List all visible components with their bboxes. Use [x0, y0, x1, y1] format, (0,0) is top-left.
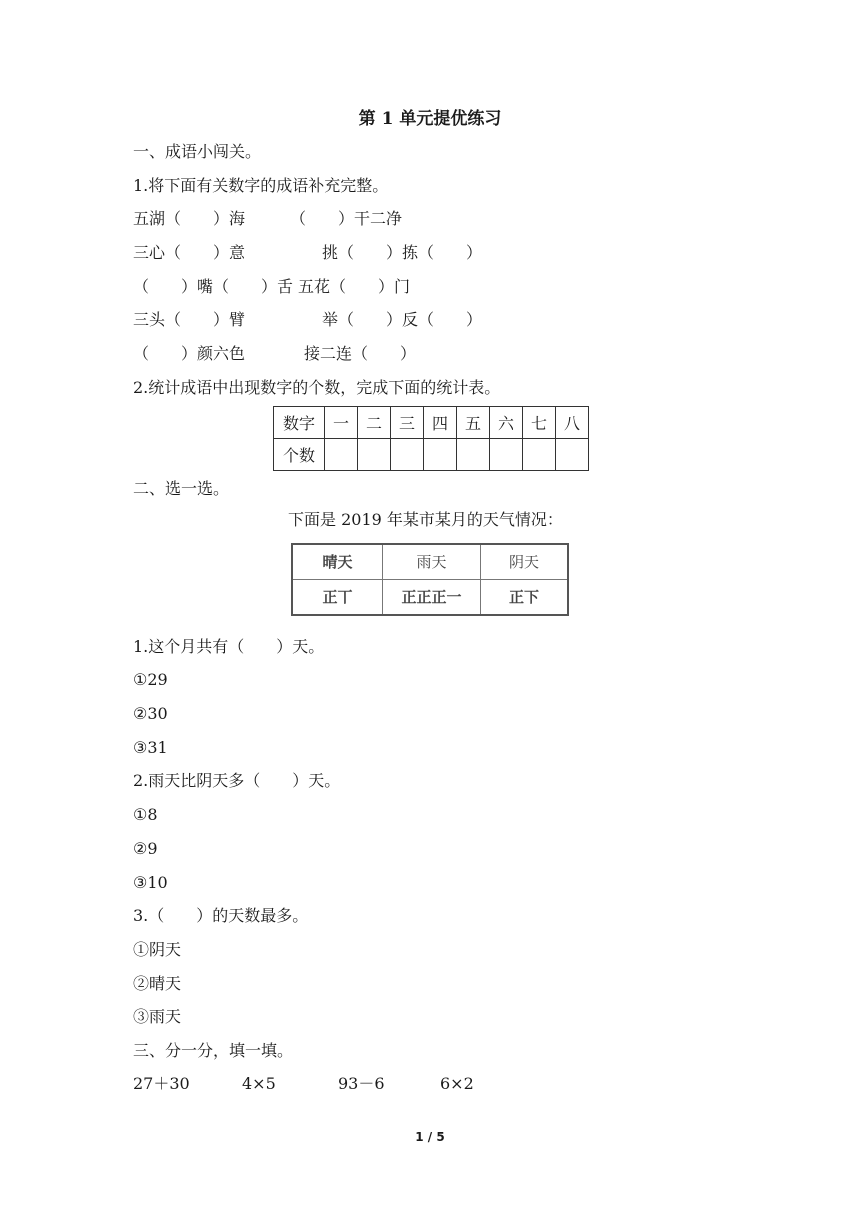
idiom-row-4-b: 举（ ）反（ ） — [322, 310, 483, 329]
idiom-row-3-b: 五花（ ）门 — [298, 277, 411, 296]
weather-header-cloudy: 阴天 — [481, 545, 567, 580]
question-2-2: 2.雨天比阴天多（ ）天。 — [133, 771, 341, 790]
question-2-1: 1.这个月共有（ ）天。 — [133, 637, 325, 656]
idiom-row-5-a: （ ）颜六色 — [133, 344, 246, 363]
idiom-row-4-a: 三头（ ）臂 — [133, 310, 246, 329]
count-blank-cell[interactable] — [358, 439, 391, 471]
section2-heading: 二、选一选。 — [133, 479, 230, 498]
page-number: 1 / 5 — [415, 1130, 445, 1144]
page-title: 第 1 单元提优练习 — [358, 109, 502, 129]
numeral-cell: 五 — [457, 407, 490, 439]
count-blank-cell[interactable] — [424, 439, 457, 471]
weather-header-sunny: 晴天 — [293, 545, 383, 580]
numeral-cell: 八 — [556, 407, 589, 439]
idiom-row-1-a: 五湖（ ）海 — [133, 209, 246, 228]
expression-3: 93－6 — [338, 1074, 385, 1093]
option-2-1-b[interactable]: ②30 — [133, 704, 168, 723]
expression-4: 6×2 — [440, 1074, 474, 1093]
option-2-1-c[interactable]: ③31 — [133, 738, 168, 757]
option-2-3-a[interactable]: ①阴天 — [133, 940, 182, 959]
weather-header-rainy: 雨天 — [383, 545, 481, 580]
option-2-2-a[interactable]: ①8 — [133, 805, 158, 824]
numeral-cell: 七 — [523, 407, 556, 439]
option-2-3-c[interactable]: ③雨天 — [133, 1007, 182, 1026]
weather-tally-rainy: 正正正一 — [383, 580, 481, 615]
idiom-row-5-b: 接二连（ ） — [304, 344, 417, 363]
question-1-2: 2.统计成语中出现数字的个数，完成下面的统计表。 — [133, 378, 501, 397]
weather-tally-table — [291, 543, 569, 616]
option-2-2-c[interactable]: ③10 — [133, 873, 168, 892]
count-blank-cell[interactable] — [523, 439, 556, 471]
weather-intro: 下面是 2019 年某市某月的天气情况： — [288, 510, 563, 529]
section1-heading: 一、成语小闯关。 — [133, 142, 262, 161]
table-row-label: 个数 — [274, 439, 325, 471]
numeral-cell: 四 — [424, 407, 457, 439]
idiom-row-3-a: （ ）嘴（ ）舌 — [133, 277, 294, 296]
count-blank-cell[interactable] — [391, 439, 424, 471]
weather-tally-cloudy: 正下 — [508, 588, 539, 607]
question-1-1: 1.将下面有关数字的成语补充完整。 — [133, 176, 389, 195]
count-blank-cell[interactable] — [457, 439, 490, 471]
expression-2: 4×5 — [242, 1074, 276, 1093]
count-blank-cell[interactable] — [325, 439, 358, 471]
weather-tally-sunny: 正丅 — [293, 580, 383, 615]
count-blank-cell[interactable] — [556, 439, 589, 471]
expression-1: 27＋30 — [133, 1074, 190, 1093]
table-row — [274, 407, 589, 439]
idiom-row-2-b: 挑（ ）拣（ ） — [322, 243, 483, 262]
count-blank-cell[interactable] — [490, 439, 523, 471]
option-2-1-a[interactable]: ①29 — [133, 670, 168, 689]
table-row — [274, 439, 589, 471]
numeral-cell: 二 — [358, 407, 391, 439]
option-2-3-b[interactable]: ②晴天 — [133, 974, 182, 993]
numeral-cell: 三 — [391, 407, 424, 439]
question-2-3: 3.（ ）的天数最多。 — [133, 906, 309, 925]
idiom-row-2-a: 三心（ ）意 — [133, 243, 246, 262]
numeral-cell: 一 — [325, 407, 358, 439]
section3-heading: 三、分一分，填一填。 — [133, 1041, 294, 1060]
table-header-label: 数字 — [274, 407, 325, 439]
numeral-count-table — [273, 406, 589, 471]
idiom-row-1-b: （ ）干二净 — [290, 209, 403, 228]
option-2-2-b[interactable]: ②9 — [133, 839, 158, 858]
numeral-cell: 六 — [490, 407, 523, 439]
